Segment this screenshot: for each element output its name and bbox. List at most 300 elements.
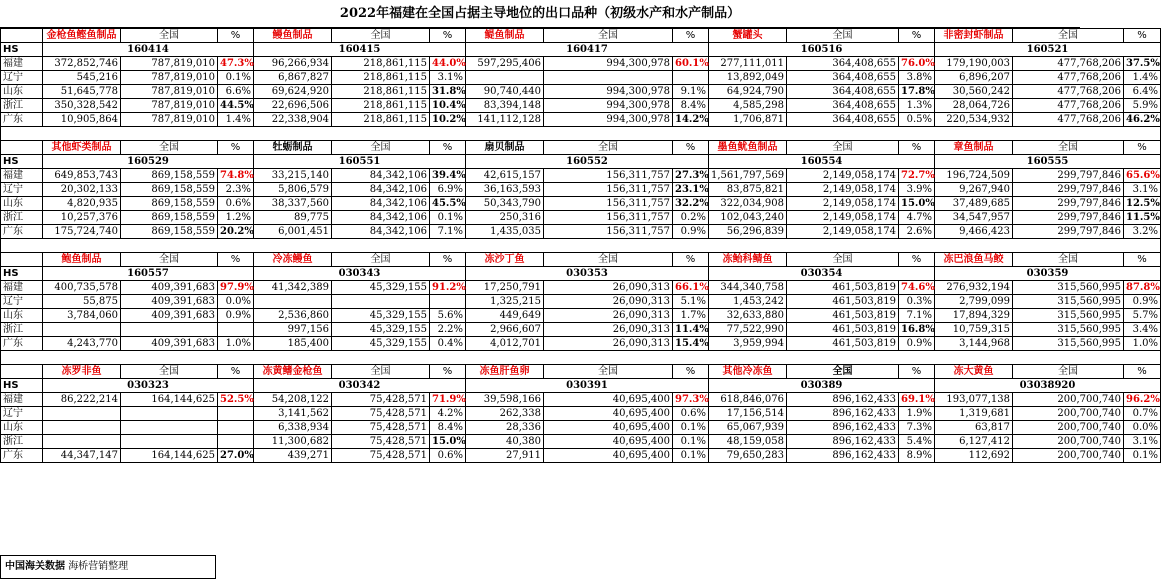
- product-name: 鲍鱼制品: [43, 253, 121, 267]
- province-value: 2,966,607: [466, 323, 544, 337]
- share-percent: 44.5%: [218, 99, 254, 113]
- pct-header: %: [1124, 29, 1161, 43]
- national-total: 156,311,757: [544, 211, 673, 225]
- national-total: 40,695,400: [544, 421, 673, 435]
- province-value: 89,775: [254, 211, 332, 225]
- total-header: 全国: [121, 365, 218, 379]
- national-total: 461,503,819: [787, 337, 899, 351]
- province-name: 辽宁: [1, 407, 43, 421]
- share-percent: 47.3%: [218, 57, 254, 71]
- share-percent: 5.4%: [899, 435, 935, 449]
- share-percent: 0.6%: [430, 449, 466, 463]
- province-row: [1, 85, 1161, 99]
- national-total: 896,162,433: [787, 449, 899, 463]
- national-total: 409,391,683: [121, 281, 218, 295]
- product-name: 冷冻鳗鱼: [254, 253, 332, 267]
- page-title: 2022年福建在全国占据主导地位的出口品种（初级水产和水产制品）: [0, 0, 1080, 28]
- share-percent: 39.4%: [430, 169, 466, 183]
- national-total: 364,408,655: [787, 99, 899, 113]
- share-percent: 8.4%: [673, 99, 709, 113]
- share-percent: [218, 323, 254, 337]
- product-name: 冻巴浪鱼马鲛: [935, 253, 1013, 267]
- share-percent: 65.6%: [1124, 169, 1161, 183]
- share-percent: 0.7%: [1124, 407, 1161, 421]
- national-total: 45,329,155: [332, 323, 430, 337]
- province-value: 83,875,821: [709, 183, 787, 197]
- national-total: 994,300,978: [544, 85, 673, 99]
- share-percent: 10.4%: [430, 99, 466, 113]
- province-value: [43, 323, 121, 337]
- share-percent: 7.1%: [899, 309, 935, 323]
- province-value: 179,190,003: [935, 57, 1013, 71]
- national-total: 200,700,740: [1013, 421, 1124, 435]
- pct-header: %: [673, 365, 709, 379]
- national-total: 75,428,571: [332, 435, 430, 449]
- national-total: 26,090,313: [544, 309, 673, 323]
- share-percent: 0.1%: [218, 71, 254, 85]
- national-total: 787,819,010: [121, 85, 218, 99]
- province-value: 10,257,376: [43, 211, 121, 225]
- hs-label: HS: [1, 155, 43, 169]
- share-percent: 0.5%: [899, 113, 935, 127]
- share-percent: 45.5%: [430, 197, 466, 211]
- national-total: 869,158,559: [121, 225, 218, 239]
- share-percent: 14.2%: [673, 113, 709, 127]
- national-total: 315,560,995: [1013, 281, 1124, 295]
- group-header-row: [1, 365, 1161, 379]
- province-value: 32,633,880: [709, 309, 787, 323]
- province-value: 44,347,147: [43, 449, 121, 463]
- national-total: 869,158,559: [121, 183, 218, 197]
- share-percent: 91.2%: [430, 281, 466, 295]
- national-total: 156,311,757: [544, 197, 673, 211]
- hs-code: 160516: [709, 43, 935, 57]
- national-total: 477,768,206: [1013, 113, 1124, 127]
- hs-code: 160555: [935, 155, 1161, 169]
- share-percent: 16.8%: [899, 323, 935, 337]
- total-header: 全国: [787, 253, 899, 267]
- national-total: 218,861,115: [332, 57, 430, 71]
- hs-code-row: [1, 155, 1161, 169]
- province-value: 63,817: [935, 421, 1013, 435]
- national-total: 461,503,819: [787, 323, 899, 337]
- province-value: 56,296,839: [709, 225, 787, 239]
- province-value: 39,598,166: [466, 393, 544, 407]
- province-value: 344,340,758: [709, 281, 787, 295]
- province-row: [1, 113, 1161, 127]
- share-percent: 76.0%: [899, 57, 935, 71]
- share-percent: 15.0%: [430, 435, 466, 449]
- national-total: 218,861,115: [332, 99, 430, 113]
- share-percent: 2.3%: [218, 183, 254, 197]
- province-value: 51,645,778: [43, 85, 121, 99]
- national-total: [121, 323, 218, 337]
- hs-label: HS: [1, 267, 43, 281]
- national-total: 364,408,655: [787, 85, 899, 99]
- province-value: 649,853,743: [43, 169, 121, 183]
- province-name: 广东: [1, 113, 43, 127]
- hs-code: 160552: [466, 155, 709, 169]
- share-percent: 3.8%: [899, 71, 935, 85]
- province-name: 福建: [1, 169, 43, 183]
- province-value: 36,163,593: [466, 183, 544, 197]
- group-header-row: [1, 253, 1161, 267]
- province-value: 997,156: [254, 323, 332, 337]
- province-value: 372,852,746: [43, 57, 121, 71]
- share-percent: 72.7%: [899, 169, 935, 183]
- national-total: 26,090,313: [544, 281, 673, 295]
- share-percent: 10.2%: [430, 113, 466, 127]
- share-percent: 97.3%: [673, 393, 709, 407]
- share-percent: 4.2%: [430, 407, 466, 421]
- national-total: 84,342,106: [332, 169, 430, 183]
- share-percent: 11.5%: [1124, 211, 1161, 225]
- total-header: 全国: [544, 141, 673, 155]
- national-total: 315,560,995: [1013, 337, 1124, 351]
- product-name: 冻鱼肝鱼卵: [466, 365, 544, 379]
- product-name: 章鱼制品: [935, 141, 1013, 155]
- pct-header: %: [899, 253, 935, 267]
- province-value: 90,740,440: [466, 85, 544, 99]
- pct-header: %: [1124, 141, 1161, 155]
- share-percent: 3.9%: [899, 183, 935, 197]
- share-percent: 6.4%: [1124, 85, 1161, 99]
- province-value: 64,924,790: [709, 85, 787, 99]
- share-percent: 0.9%: [218, 309, 254, 323]
- province-value: 10,905,864: [43, 113, 121, 127]
- national-total: 156,311,757: [544, 225, 673, 239]
- province-value: 17,250,791: [466, 281, 544, 295]
- national-total: 84,342,106: [332, 211, 430, 225]
- hs-code: 030359: [935, 267, 1161, 281]
- share-percent: 1.9%: [899, 407, 935, 421]
- total-header: 全国: [544, 253, 673, 267]
- total-header: 全国: [332, 141, 430, 155]
- province-value: 17,156,514: [709, 407, 787, 421]
- share-percent: 5.6%: [430, 309, 466, 323]
- province-value: 250,316: [466, 211, 544, 225]
- share-percent: 44.0%: [430, 57, 466, 71]
- province-value: 77,522,990: [709, 323, 787, 337]
- hs-label: HS: [1, 43, 43, 57]
- product-name: 冻大黄鱼: [935, 365, 1013, 379]
- national-total: 787,819,010: [121, 71, 218, 85]
- product-name: 鳗鱼制品: [254, 29, 332, 43]
- share-percent: 97.9%: [218, 281, 254, 295]
- share-percent: [218, 421, 254, 435]
- product-name: 扇贝制品: [466, 141, 544, 155]
- total-header: 全国: [332, 365, 430, 379]
- share-percent: 0.1%: [430, 211, 466, 225]
- province-value: 69,624,920: [254, 85, 332, 99]
- share-percent: 2.6%: [899, 225, 935, 239]
- share-percent: 5.7%: [1124, 309, 1161, 323]
- province-value: 1,706,871: [709, 113, 787, 127]
- national-total: 75,428,571: [332, 393, 430, 407]
- share-percent: 27.3%: [673, 169, 709, 183]
- national-total: 994,300,978: [544, 113, 673, 127]
- province-value: 1,435,035: [466, 225, 544, 239]
- share-percent: [218, 407, 254, 421]
- province-value: 5,806,579: [254, 183, 332, 197]
- product-name: 其他冷冻鱼: [709, 365, 787, 379]
- province-row: [1, 197, 1161, 211]
- share-percent: 0.3%: [899, 295, 935, 309]
- share-percent: 0.9%: [1124, 295, 1161, 309]
- national-total: 896,162,433: [787, 393, 899, 407]
- share-percent: 60.1%: [673, 57, 709, 71]
- total-header: 全国: [332, 253, 430, 267]
- province-value: 4,585,298: [709, 99, 787, 113]
- total-header: 全国: [1013, 29, 1124, 43]
- share-percent: [218, 435, 254, 449]
- total-header: 全国: [787, 365, 899, 379]
- province-row: [1, 225, 1161, 239]
- hs-code: 030389: [709, 379, 935, 393]
- province-value: 350,328,542: [43, 99, 121, 113]
- national-total: 364,408,655: [787, 57, 899, 71]
- pct-header: %: [1124, 253, 1161, 267]
- total-header: 全国: [1013, 141, 1124, 155]
- share-percent: 15.4%: [673, 337, 709, 351]
- province-value: 10,759,315: [935, 323, 1013, 337]
- province-value: 193,077,138: [935, 393, 1013, 407]
- share-percent: 1.3%: [899, 99, 935, 113]
- national-total: 164,144,625: [121, 393, 218, 407]
- province-value: 262,338: [466, 407, 544, 421]
- province-row: [1, 281, 1161, 295]
- hs-code-row: [1, 267, 1161, 281]
- province-value: [43, 435, 121, 449]
- province-value: 6,338,934: [254, 421, 332, 435]
- share-percent: 31.8%: [430, 85, 466, 99]
- share-percent: 0.6%: [673, 407, 709, 421]
- national-total: 787,819,010: [121, 99, 218, 113]
- province-row: [1, 323, 1161, 337]
- province-value: 2,536,860: [254, 309, 332, 323]
- province-row: [1, 337, 1161, 351]
- national-total: 164,144,625: [121, 449, 218, 463]
- corner-cell: [1, 29, 43, 43]
- share-percent: 0.1%: [673, 435, 709, 449]
- province-value: 439,271: [254, 449, 332, 463]
- pct-header: %: [899, 29, 935, 43]
- national-total: 2,149,058,174: [787, 183, 899, 197]
- national-total: 461,503,819: [787, 309, 899, 323]
- hs-code: 030354: [709, 267, 935, 281]
- share-percent: 0.0%: [1124, 421, 1161, 435]
- pct-header: %: [899, 141, 935, 155]
- province-row: [1, 99, 1161, 113]
- hs-code: 030343: [254, 267, 466, 281]
- province-name: 山东: [1, 309, 43, 323]
- pct-header: %: [218, 365, 254, 379]
- source-footer: [0, 555, 216, 579]
- national-total: 200,700,740: [1013, 449, 1124, 463]
- national-total: 896,162,433: [787, 435, 899, 449]
- share-percent: 69.1%: [899, 393, 935, 407]
- share-percent: 11.4%: [673, 323, 709, 337]
- national-total: 40,695,400: [544, 435, 673, 449]
- national-total: 315,560,995: [1013, 295, 1124, 309]
- product-name: 金枪鱼鲣鱼制品: [43, 29, 121, 43]
- share-percent: 87.8%: [1124, 281, 1161, 295]
- share-percent: 1.4%: [1124, 71, 1161, 85]
- pct-header: %: [218, 253, 254, 267]
- national-total: 299,797,846: [1013, 169, 1124, 183]
- total-header: 全国: [787, 141, 899, 155]
- province-value: [43, 421, 121, 435]
- national-total: 26,090,313: [544, 337, 673, 351]
- national-total: 409,391,683: [121, 295, 218, 309]
- national-total: 84,342,106: [332, 197, 430, 211]
- corner-cell: [1, 141, 43, 155]
- province-name: 浙江: [1, 323, 43, 337]
- national-total: 75,428,571: [332, 407, 430, 421]
- province-value: 20,302,133: [43, 183, 121, 197]
- province-row: [1, 435, 1161, 449]
- national-total: 409,391,683: [121, 309, 218, 323]
- national-total: 200,700,740: [1013, 435, 1124, 449]
- share-percent: 6.6%: [218, 85, 254, 99]
- share-percent: 37.5%: [1124, 57, 1161, 71]
- national-total: 84,342,106: [332, 183, 430, 197]
- province-value: 42,615,157: [466, 169, 544, 183]
- share-percent: 1.2%: [218, 211, 254, 225]
- province-value: 9,267,940: [935, 183, 1013, 197]
- province-value: 86,222,214: [43, 393, 121, 407]
- national-total: 45,329,155: [332, 337, 430, 351]
- national-total: 45,329,155: [332, 309, 430, 323]
- share-percent: 32.2%: [673, 197, 709, 211]
- province-value: 2,799,099: [935, 295, 1013, 309]
- share-percent: 1.7%: [673, 309, 709, 323]
- share-percent: 3.4%: [1124, 323, 1161, 337]
- province-name: 山东: [1, 421, 43, 435]
- share-percent: 0.2%: [673, 211, 709, 225]
- province-row: [1, 211, 1161, 225]
- national-total: 75,428,571: [332, 449, 430, 463]
- province-value: 65,067,939: [709, 421, 787, 435]
- national-total: 2,149,058,174: [787, 225, 899, 239]
- national-total: 477,768,206: [1013, 57, 1124, 71]
- province-name: 广东: [1, 225, 43, 239]
- province-value: 9,466,423: [935, 225, 1013, 239]
- province-value: 112,692: [935, 449, 1013, 463]
- pct-header: %: [218, 29, 254, 43]
- province-value: 545,216: [43, 71, 121, 85]
- national-total: 477,768,206: [1013, 99, 1124, 113]
- share-percent: 3.1%: [1124, 183, 1161, 197]
- hs-code: 160554: [709, 155, 935, 169]
- province-value: 3,144,968: [935, 337, 1013, 351]
- province-name: 广东: [1, 449, 43, 463]
- national-total: 477,768,206: [1013, 85, 1124, 99]
- share-percent: 1.0%: [1124, 337, 1161, 351]
- province-value: 102,043,240: [709, 211, 787, 225]
- province-value: 22,338,904: [254, 113, 332, 127]
- province-name: 广东: [1, 337, 43, 351]
- product-name: 冻罗非鱼: [43, 365, 121, 379]
- national-total: 75,428,571: [332, 421, 430, 435]
- pct-header: %: [673, 141, 709, 155]
- province-value: 6,127,412: [935, 435, 1013, 449]
- province-name: 辽宁: [1, 71, 43, 85]
- share-percent: 0.6%: [218, 197, 254, 211]
- province-value: 597,295,406: [466, 57, 544, 71]
- hs-label: HS: [1, 379, 43, 393]
- share-percent: 1.4%: [218, 113, 254, 127]
- share-percent: 0.9%: [899, 337, 935, 351]
- hs-code: 160551: [254, 155, 466, 169]
- province-value: 141,112,128: [466, 113, 544, 127]
- share-percent: 20.2%: [218, 225, 254, 239]
- share-percent: 74.8%: [218, 169, 254, 183]
- national-total: 84,342,106: [332, 225, 430, 239]
- product-name: 鳀鱼制品: [466, 29, 544, 43]
- pct-header: %: [1124, 365, 1161, 379]
- hs-code-row: [1, 43, 1161, 57]
- province-value: 1,561,797,569: [709, 169, 787, 183]
- province-value: 322,034,908: [709, 197, 787, 211]
- spacer-row: [1, 239, 1161, 253]
- spacer-cell: [1, 239, 1161, 253]
- pct-header: %: [430, 141, 466, 155]
- province-value: 4,243,770: [43, 337, 121, 351]
- national-total: 869,158,559: [121, 197, 218, 211]
- province-value: 28,336: [466, 421, 544, 435]
- national-total: 364,408,655: [787, 71, 899, 85]
- share-percent: 0.1%: [673, 421, 709, 435]
- national-total: 200,700,740: [1013, 393, 1124, 407]
- national-total: 45,329,155: [332, 281, 430, 295]
- province-row: [1, 393, 1161, 407]
- product-name: 冻黄鳍金枪鱼: [254, 365, 332, 379]
- spacer-row: [1, 351, 1161, 365]
- province-value: 4,012,701: [466, 337, 544, 351]
- national-total: [121, 421, 218, 435]
- total-header: 全国: [121, 141, 218, 155]
- national-total: 218,861,115: [332, 85, 430, 99]
- total-header: 全国: [121, 29, 218, 43]
- province-value: 3,141,562: [254, 407, 332, 421]
- province-value: [466, 71, 544, 85]
- province-value: 22,696,506: [254, 99, 332, 113]
- share-percent: 9.1%: [673, 85, 709, 99]
- province-value: 277,111,011: [709, 57, 787, 71]
- province-value: 27,911: [466, 449, 544, 463]
- national-total: 156,311,757: [544, 169, 673, 183]
- hs-code-row: [1, 379, 1161, 393]
- province-value: 33,215,140: [254, 169, 332, 183]
- national-total: 869,158,559: [121, 169, 218, 183]
- province-value: 400,735,578: [43, 281, 121, 295]
- province-value: 38,337,560: [254, 197, 332, 211]
- total-header: 全国: [332, 29, 430, 43]
- province-value: 1,325,215: [466, 295, 544, 309]
- share-percent: 8.9%: [899, 449, 935, 463]
- national-total: 994,300,978: [544, 57, 673, 71]
- national-total: [121, 435, 218, 449]
- national-total: 40,695,400: [544, 407, 673, 421]
- province-row: [1, 295, 1161, 309]
- group-header-row: [1, 29, 1161, 43]
- province-value: 3,959,994: [709, 337, 787, 351]
- national-total: 218,861,115: [332, 113, 430, 127]
- national-total: 40,695,400: [544, 393, 673, 407]
- province-value: 40,380: [466, 435, 544, 449]
- province-value: 55,875: [43, 295, 121, 309]
